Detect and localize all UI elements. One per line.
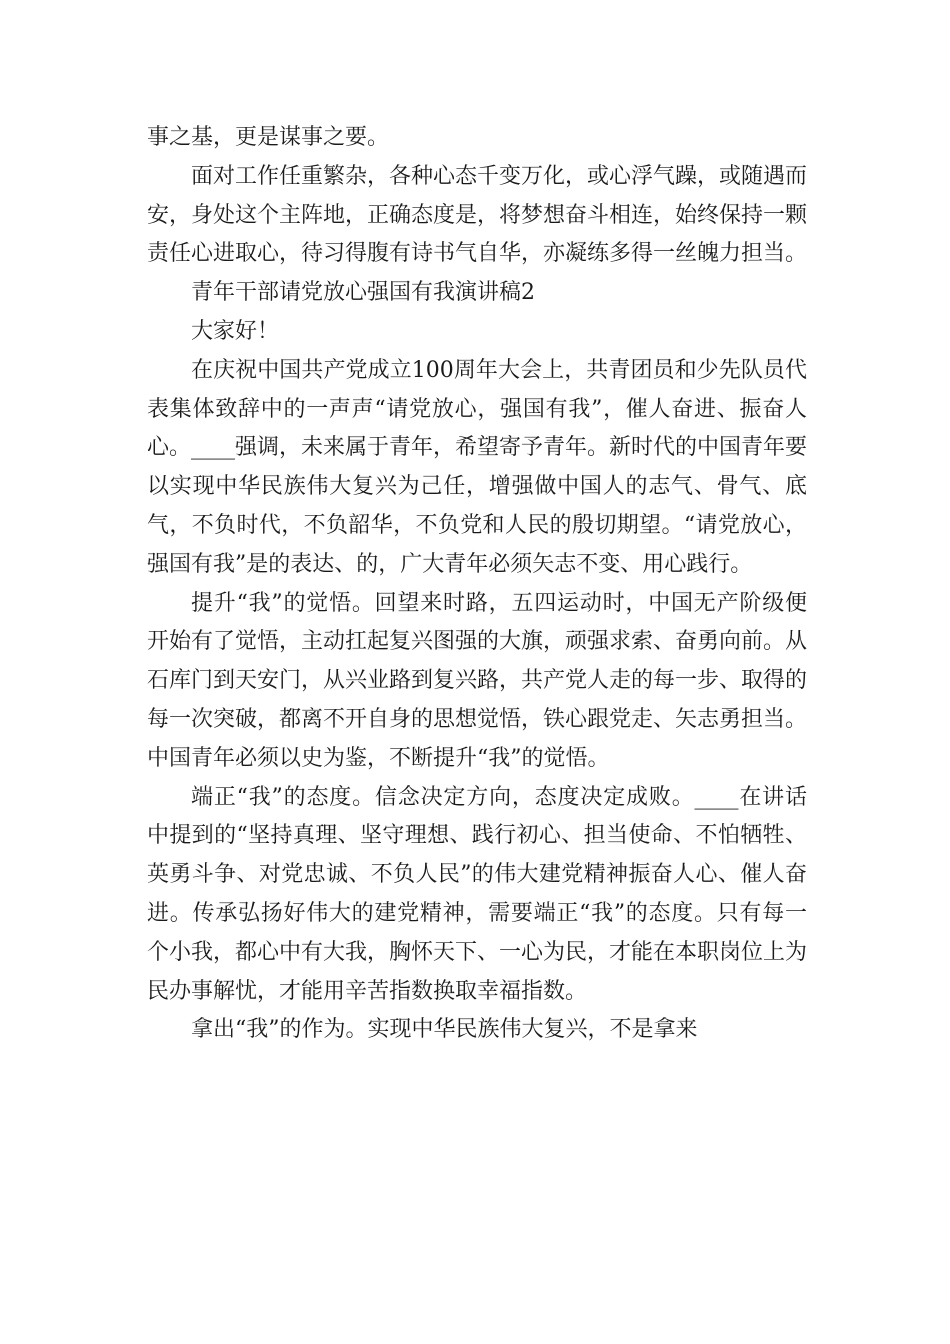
paragraph: 在庆祝中国共产党成立100周年大会上，共青团员和少先队员代表集体致辞中的一声声“请党放心，强国有我”，催人奋进、振奋人心。____强调，未来属于青年，希望寄予青年。新时代的中国青年要以实现中华民族伟大复兴为己任，增强做中国人的志气、骨气、底气，不负时代，不负韶华，不负党和人民的殷切期望。“请党放心，强国有我”是的表达、的，广大青年必须矢志不变、用心践行。 <box>147 357 808 577</box>
document-body <box>147 119 807 1050</box>
section-title: 青年干部请党放心强国有我演讲稿2 <box>191 280 535 306</box>
paragraph: 提升“我”的觉悟。回望来时路，五四运动时，中国无产阶级便开始有了觉悟，主动扛起复兴图强的大旗，顽强求索、奋勇向前。从石库门到天安门，从兴业路到复兴路，共产党人走的每一步、取得的每一次突破，都离不开自身的思想觉悟，铁心跟党走、矢志勇担当。中国青年必须以史为鉴，不断提升“我”的觉悟。 <box>147 590 808 771</box>
paragraph: 端正“我”的态度。信念决定方向，态度决定成败。____在讲话中提到的“坚持真理、坚守理想、践行初心、担当使命、不怕牺牲、英勇斗争、对党忠诚、不负人民”的伟大建党精神振奋人心、催人奋进。传承弘扬好伟大的建党精神，需要端正“我”的态度。只有每一个小我，都心中有大我，胸怀天下、一心为民，才能在本职岗位上为民办事解忧，才能用辛苦指数换取幸福指数。 <box>147 784 808 1004</box>
paragraph: 面对工作任重繁杂，各种心态千变万化，或心浮气躁，或随遇而安，身处这个主阵地，正确态度是，将梦想奋斗相连，始终保持一颗责任心进取心，待习得腹有诗书气自华，亦凝练多得一丝魄力担当。 <box>147 163 808 267</box>
paragraph: 拿出“我”的作为。实现中华民族伟大复兴，不是拿来 <box>191 1017 698 1043</box>
greeting: 大家好！ <box>191 318 280 344</box>
paragraph: 事之基，更是谋事之要。 <box>147 125 390 150</box>
